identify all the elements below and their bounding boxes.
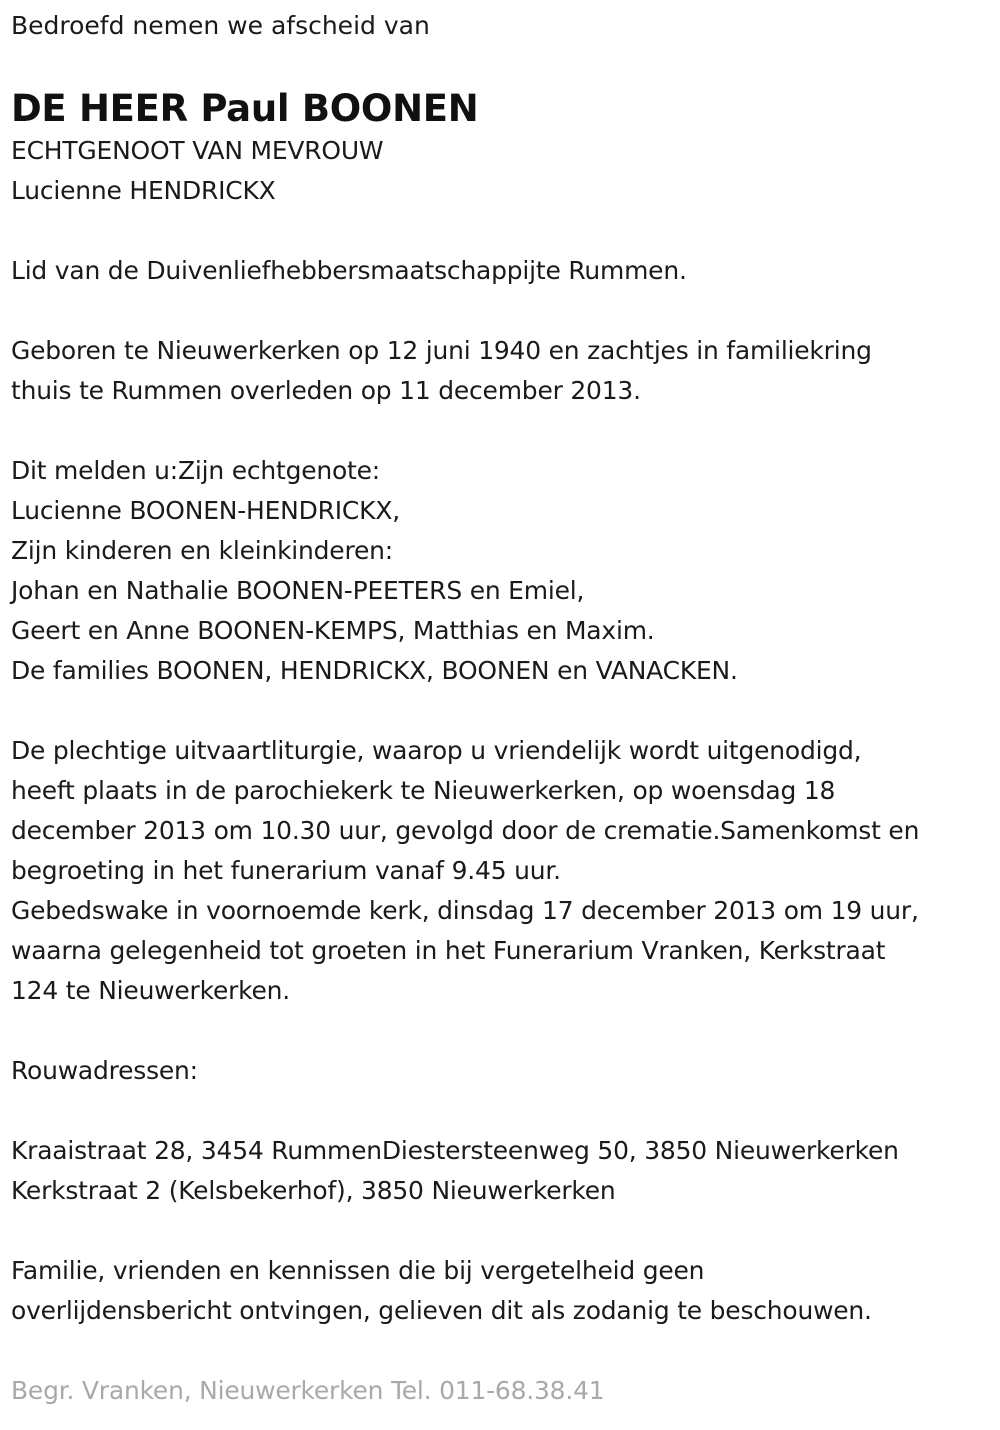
paragraph-line: thuis te Rummen overleden op 11 december 2013. bbox=[11, 376, 641, 405]
paragraph-line: De plechtige uitvaartliturgie, waarop u vriendelijk wordt uitgenodigd, bbox=[11, 736, 862, 765]
paragraph-line: heeft plaats in de parochiekerk te Nieuwerkerken, op woensdag 18 bbox=[11, 776, 836, 805]
spacer bbox=[11, 211, 991, 251]
spacer bbox=[11, 1091, 991, 1131]
paragraph-line: december 2013 om 10.30 uur, gevolgd door de crematie.Samenkomst en bbox=[11, 816, 920, 845]
deceased-name: DE HEER Paul BOONEN bbox=[11, 87, 479, 130]
announcer-line: Dit melden u:Zijn echtgenote: bbox=[11, 456, 380, 485]
spacer bbox=[11, 691, 991, 731]
spacer bbox=[11, 411, 991, 451]
paragraph-line: Familie, vrienden en kennissen die bij vergetelheid geen bbox=[11, 1256, 705, 1285]
membership-text: Lid van de Duivenliefhebbersmaatschappijte Rummen. bbox=[11, 256, 687, 285]
birth-death-paragraph bbox=[11, 331, 991, 411]
announcer-line: Johan en Nathalie BOONEN-PEETERS en Emiel, bbox=[11, 576, 585, 605]
paragraph-line: Gebedswake in voornoemde kerk, dinsdag 17 december 2013 om 19 uur, bbox=[11, 896, 919, 925]
address-line: Kerkstraat 2 (Kelsbekerhof), 3850 Nieuwerkerken bbox=[11, 1176, 616, 1205]
intro-text: Bedroefd nemen we afscheid van bbox=[11, 11, 430, 40]
addresses-list bbox=[11, 1131, 991, 1211]
paragraph-line: begroeting in het funerarium vanaf 9.45 uur. bbox=[11, 856, 561, 885]
spacer bbox=[11, 291, 991, 331]
spouse-name: Lucienne HENDRICKX bbox=[11, 176, 276, 205]
paragraph-line: 124 te Nieuwerkerken. bbox=[11, 976, 291, 1005]
funeral-home-footer: Begr. Vranken, Nieuwerkerken Tel. 011-68.38.41 bbox=[11, 1376, 605, 1405]
announcers-list bbox=[11, 451, 991, 691]
announcer-line: Geert en Anne BOONEN-KEMPS, Matthias en Maxim. bbox=[11, 616, 655, 645]
announcer-line: Lucienne BOONEN-HENDRICKX, bbox=[11, 496, 400, 525]
paragraph-line: waarna gelegenheid tot groeten in het Funerarium Vranken, Kerkstraat bbox=[11, 936, 886, 965]
paragraph-line: Geboren te Nieuwerkerken op 12 juni 1940 en zachtjes in familiekring bbox=[11, 336, 872, 365]
obituary-notice bbox=[11, 6, 991, 1411]
spacer bbox=[11, 1211, 991, 1251]
address-line: Kraaistraat 28, 3454 RummenDiestersteenweg 50, 3850 Nieuwerkerken bbox=[11, 1136, 899, 1165]
addresses-label: Rouwadressen: bbox=[11, 1056, 198, 1085]
announcer-line: Zijn kinderen en kleinkinderen: bbox=[11, 536, 393, 565]
spacer bbox=[11, 1011, 991, 1051]
relation-text: ECHTGENOOT VAN MEVROUW bbox=[11, 136, 384, 165]
paragraph-line: overlijdensbericht ontvingen, gelieven dit als zodanig te beschouwen. bbox=[11, 1296, 872, 1325]
announcer-line: De families BOONEN, HENDRICKX, BOONEN en VANACKEN. bbox=[11, 656, 738, 685]
ceremony-paragraph bbox=[11, 731, 991, 1011]
spacer bbox=[11, 1331, 991, 1371]
notice-paragraph bbox=[11, 1251, 991, 1331]
